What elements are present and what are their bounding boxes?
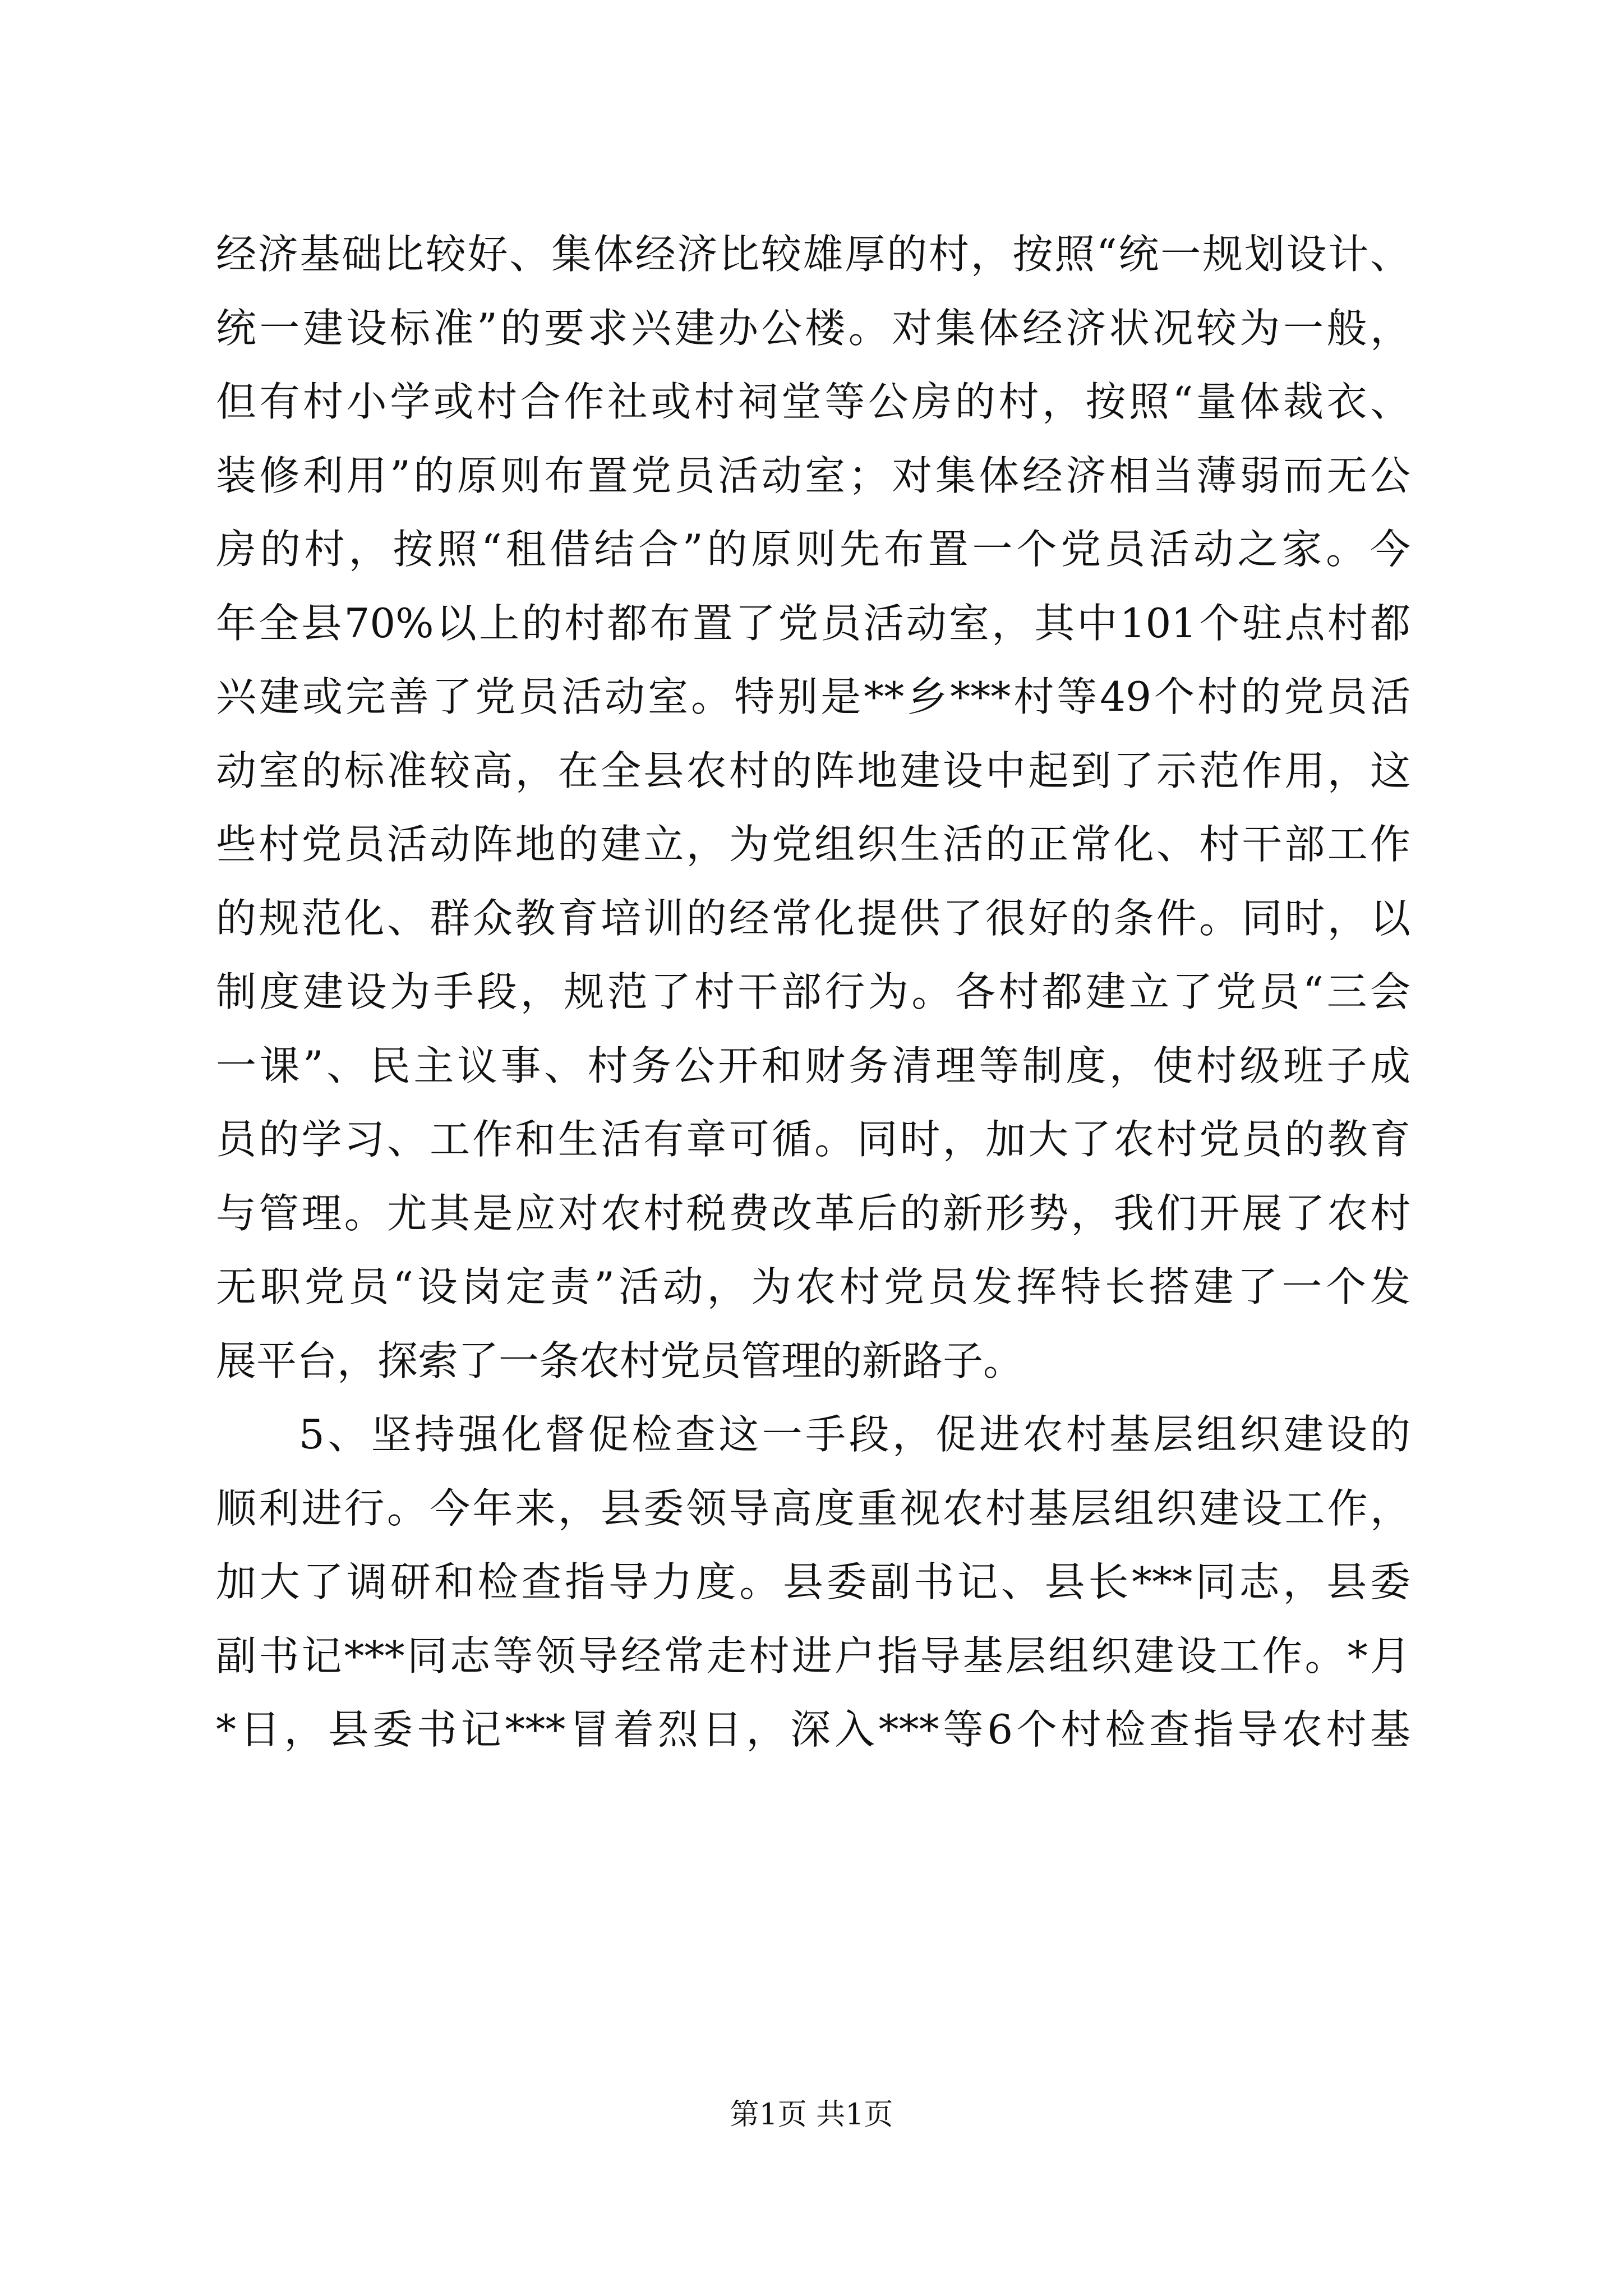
text-line: 动室的标准较高，在全县农村的阵地建设中起到了示范作用，这	[216, 747, 1410, 794]
text-line: 顺利进行。今年来，县委领导高度重视农村基层组织建设工作，	[216, 1484, 1410, 1532]
text-line: 加大了调研和检查指导力度。县委副书记、县长***同志，县委	[216, 1558, 1410, 1605]
text-line: 但有村小学或村合作社或村祠堂等公房的村，按照“量体裁衣、	[216, 378, 1410, 425]
text-line: 房的村，按照“租借结合”的原则先布置一个党员活动之家。今	[216, 526, 1410, 573]
text-line: 一课”、民主议事、村务公开和财务清理等制度，使村级班子成	[216, 1042, 1410, 1089]
text-line: 无职党员“设岗定责”活动，为农村党员发挥特长搭建了一个发	[216, 1263, 1410, 1310]
text-line: 的规范化、群众教育培训的经常化提供了很好的条件。同时，以	[216, 894, 1410, 942]
text-line: 员的学习、工作和生活有章可循。同时，加大了农村党员的教育	[216, 1116, 1410, 1163]
text-line: *日，县委书记***冒着烈日，深入***等6个村检查指导农村基	[216, 1706, 1410, 1753]
text-line-paragraph-start: 5、坚持强化督促检查这一手段，促进农村基层组织建设的	[299, 1411, 1410, 1458]
text-line: 制度建设为手段，规范了村干部行为。各村都建立了党员“三会	[216, 968, 1410, 1015]
text-line: 年全县70%以上的村都布置了党员活动室，其中101个驻点村都	[216, 599, 1410, 647]
text-line: 装修利用”的原则布置党员活动室；对集体经济相当薄弱而无公	[216, 452, 1410, 499]
text-line-paragraph-end: 展平台，探索了一条农村党员管理的新路子。	[216, 1337, 1024, 1384]
text-line: 些村党员活动阵地的建立，为党组织生活的正常化、村干部工作	[216, 821, 1410, 868]
page-number-footer: 第1页 共1页	[730, 2098, 893, 2132]
document-body	[216, 218, 1410, 1767]
text-line: 与管理。尤其是应对农村税费改革后的新形势，我们开展了农村	[216, 1189, 1410, 1237]
text-line: 经济基础比较好、集体经济比较雄厚的村，按照“统一规划设计、	[216, 231, 1410, 278]
text-line: 副书记***同志等领导经常走村进户指导基层组织建设工作。*月	[216, 1632, 1410, 1680]
text-line: 统一建设标准”的要求兴建办公楼。对集体经济状况较为一般，	[216, 304, 1410, 352]
text-line: 兴建或完善了党员活动室。特别是**乡***村等49个村的党员活	[216, 673, 1410, 720]
